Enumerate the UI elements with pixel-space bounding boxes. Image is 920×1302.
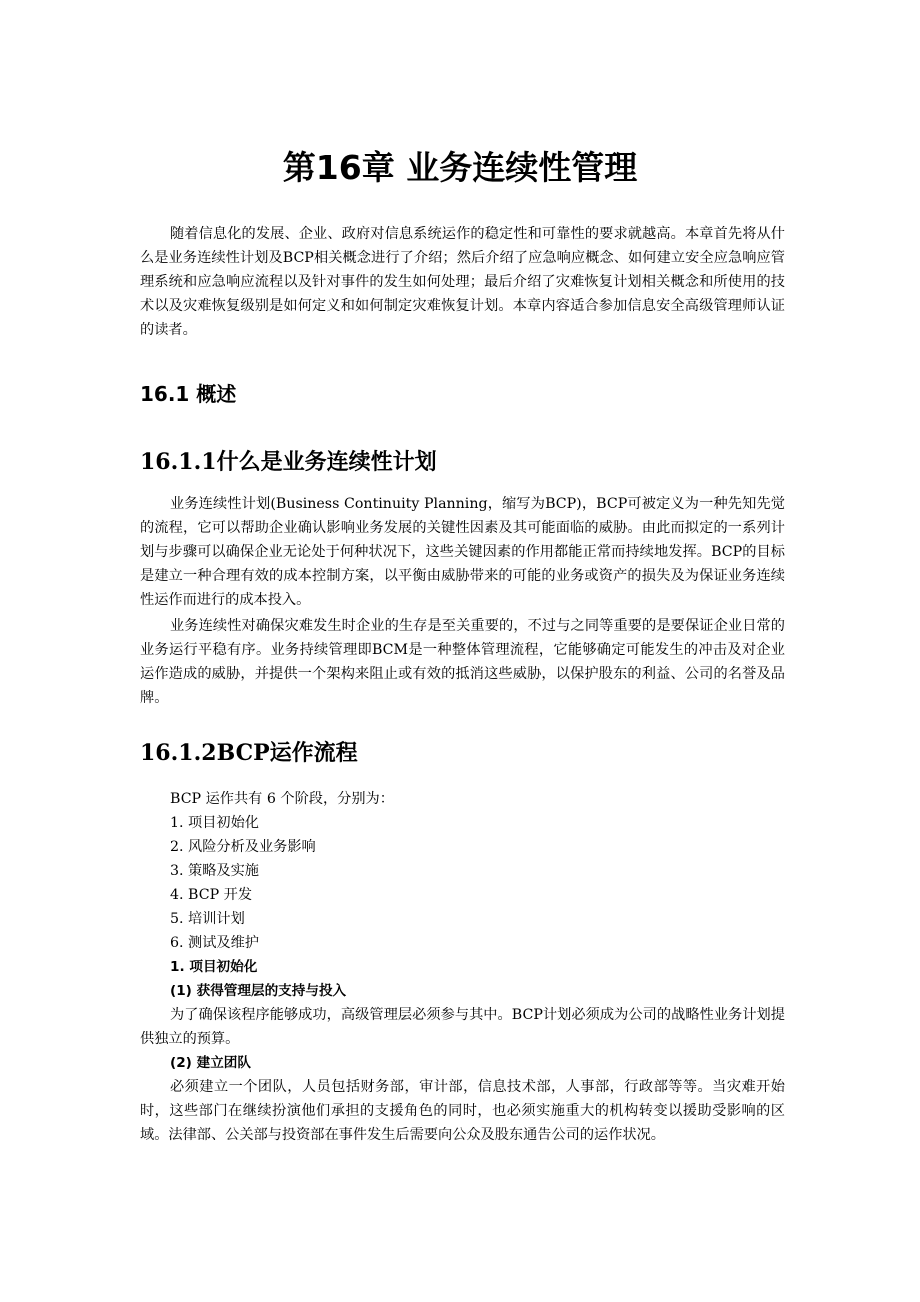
section-heading-16-1-2 <box>140 738 358 768</box>
intro-paragraph: 随着信息化的发展、企业、政府对信息系统运作的稳定性和可靠性的要求就越高。本章首先将从什么是业务连续性计划及BCP相关概念进行了介绍；然后介绍了应急响应概念、如何建立安全应急响应管理系统和应急响应流程以及针对事件的发生如何处理；最后介绍了灾难恢复计划相关概念和所使用的技术以及灾难恢复级别是如何定义和如何制定灾难恢复计划。本章内容适合参加信息安全高级管理师认证的读者。 <box>140 226 785 339</box>
stage-item: 2. 风险分析及业务影响 <box>170 839 316 855</box>
subsection-heading: 1. 项目初始化 <box>170 959 258 975</box>
chapter-title: 第16章 业务连续性管理 <box>282 148 638 187</box>
section-heading-16-1: 16.1 概述 <box>140 382 237 406</box>
section-title: 什么是业务连续性计划 <box>216 449 437 475</box>
stage-item: 3. 策略及实施 <box>170 863 259 879</box>
team-paragraph: 必须建立一个团队，人员包括财务部，审计部，信息技术部，人事部，行政部等等。当灾难开始时，这些部门在继续扮演他们承担的支援角色的同时，也必须实施重大的机构转变以援助受影响的区域。法律部、公关部与投资部在事件发生后需要向公众及股东通告公司的运作状况。 <box>140 1079 785 1144</box>
stage-item: 6. 测试及维护 <box>170 935 259 951</box>
section-number: 16.1.2 <box>140 740 217 766</box>
stage-item: 1. 项目初始化 <box>170 815 259 831</box>
management-support-paragraph: 为了确保该程序能够成功，高级管理层必须参与其中。BCP计划必须成为公司的战略性业务计划提供独立的预算。 <box>140 1007 785 1048</box>
subsection-heading: (2) 建立团队 <box>170 1055 251 1071</box>
subsection-heading: (1) 获得管理层的支持与投入 <box>170 983 347 999</box>
stages-lead: BCP 运作共有 6 个阶段，分别为： <box>170 791 394 807</box>
section-number: 16.1.1 <box>140 449 217 475</box>
stage-item: 5. 培训计划 <box>170 911 245 927</box>
bcm-paragraph: 业务连续性对确保灾难发生时企业的生存是至关重要的，不过与之同等重要的是要保证企业日常的业务运行平稳有序。业务持续管理即BCM是一种整体管理流程，它能够确定可能发生的冲击及对企业运作造成的威胁，并提供一个架构来阻止或有效的抵消这些威胁，以保护股东的利益、公司的名誉及品牌。 <box>140 618 785 707</box>
bcp-definition-paragraph: 业务连续性计划(Business Continuity Planning，缩写为BCP)，BCP可被定义为一种先知先觉的流程，它可以帮助企业确认影响业务发展的关键性因素及其可能面临的威胁。由此而拟定的一系列计划与步骤可以确保企业无论处于何种状况下，这些关键因素的作用都能正常而持续地发挥。BCP的目标是建立一种合理有效的成本控制方案，以平衡由威胁带来的可能的业务或资产的损失及为保证业务连续性运作而进行的成本投入。 <box>140 496 785 609</box>
section-title: BCP运作流程 <box>216 740 358 766</box>
section-heading-16-1-1 <box>140 447 437 477</box>
stage-item: 4. BCP 开发 <box>170 887 253 903</box>
